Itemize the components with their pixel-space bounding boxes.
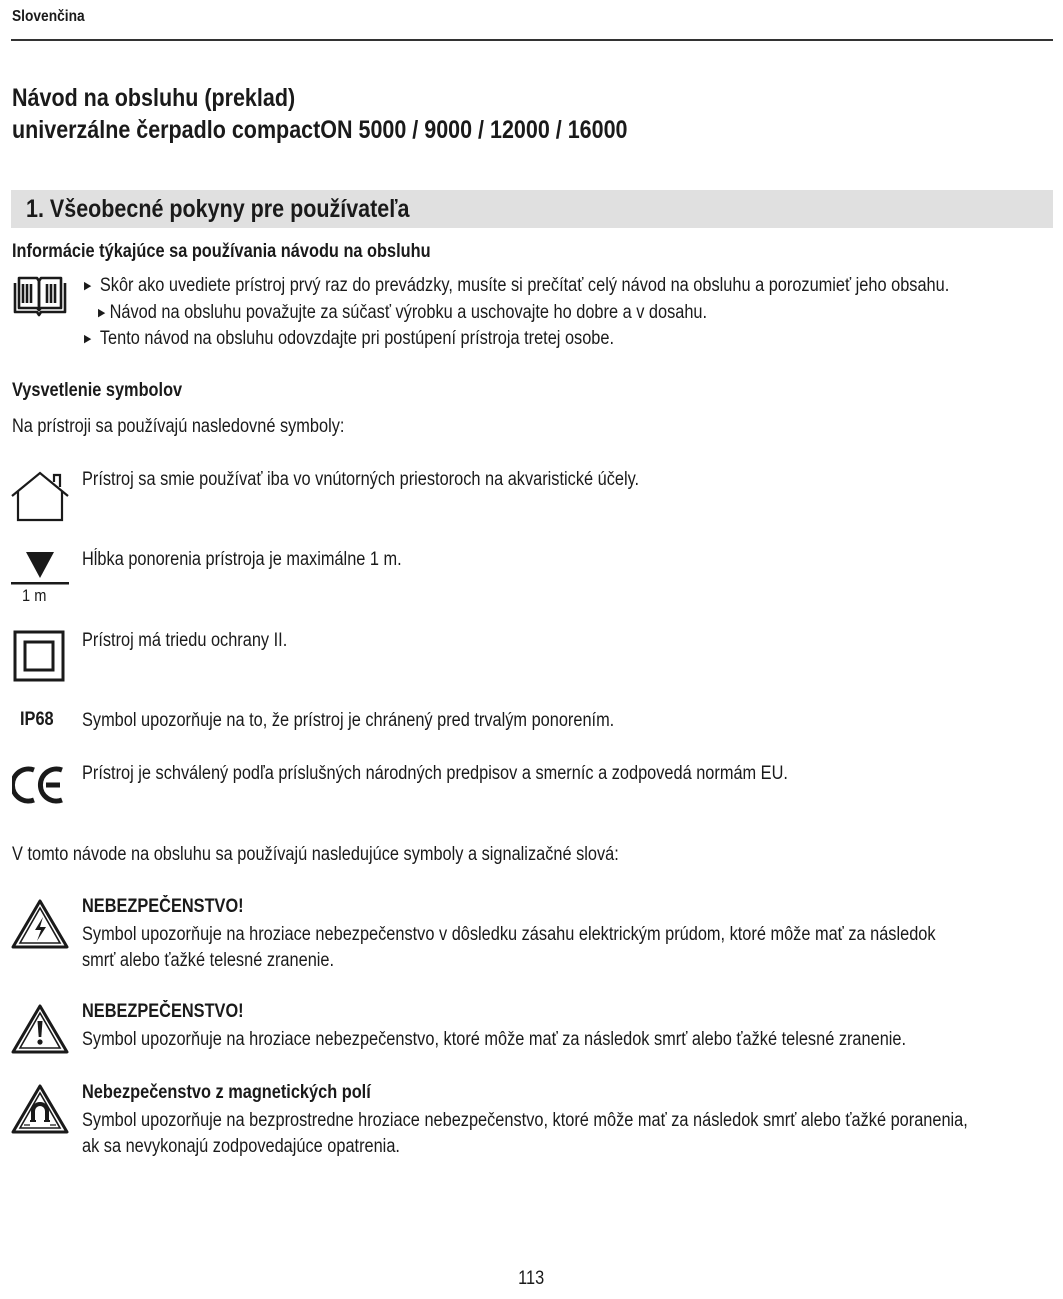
hazard-description: Symbol upozorňuje na hroziace nebezpečenstvo v dôsledku zásahu elektrickým prúdom, ktoré môže mať za následok	[82, 924, 936, 945]
signal-words-intro: V tomto návode na obsluhu sa používajú nasledujúce symboly a signalizačné slová:	[12, 844, 619, 865]
house-icon	[10, 470, 70, 524]
hazard-description: Symbol upozorňuje na hroziace nebezpečenstvo, ktoré môže mať za následok smrť alebo ťažké telesné zranenie.	[82, 1029, 907, 1050]
document-title: Návod na obsluhu (preklad)	[12, 84, 296, 112]
page-number: 113	[518, 1268, 545, 1289]
symbols-intro: Na prístroji sa používajú nasledovné symboly:	[12, 416, 345, 437]
hazard-description: smrť alebo ťažké telesné zranenie.	[82, 950, 335, 971]
symbol-description: Prístroj sa smie používať iba vo vnútorných priestoroch na akvaristické účely.	[82, 469, 640, 490]
depth-label: 1 m	[22, 586, 47, 605]
symbol-description: Hĺbka ponorenia prístroja je maximálne 1 m.	[82, 549, 402, 570]
magnetic-hazard-icon	[10, 1083, 70, 1135]
manual-info-heading: Informácie týkajúce sa používania návodu na obsluhu	[12, 241, 431, 262]
symbol-description: Prístroj má triedu ochrany II.	[82, 630, 288, 651]
list-item: ▶ Skôr ako uvediete prístroj prvý raz do prevádzky, musíte si prečítať celý návod na obsluhu a porozumieť jeho obsahu.	[84, 275, 950, 296]
hazard-title: NEBEZPEČENSTVO!	[82, 1001, 244, 1022]
bullet-icon: ▶	[84, 333, 92, 345]
section-heading: 1. Všeobecné pokyny pre používateľa	[26, 195, 410, 223]
list-item: ▶ Tento návod na obsluhu odovzdajte pri postúpení prístroja tretej osobe.	[84, 328, 615, 349]
hazard-description: Symbol upozorňuje na bezprostredne hroziace nebezpečenstvo, ktoré môže mať za následok smrť alebo ťažké poranenia,	[82, 1110, 968, 1131]
general-hazard-icon	[10, 1003, 70, 1055]
list-item: ▶ Návod na obsluhu považujte za súčasť výrobku a uschovajte ho dobre a v dosahu.	[98, 302, 708, 323]
book-icon	[10, 274, 70, 320]
protection-class-2-icon	[13, 630, 65, 682]
bullet-icon: ▶	[84, 280, 92, 292]
electric-hazard-icon	[10, 898, 70, 950]
ce-mark-icon	[12, 764, 68, 806]
symbol-description: Symbol upozorňuje na to, že prístroj je chránený pred trvalým ponorením.	[82, 710, 615, 731]
language-label: Slovenčina	[12, 8, 85, 25]
ip68-label: IP68	[20, 709, 54, 730]
symbol-description: Prístroj je schválený podľa príslušných národných predpisov a smerníc a zodpovedá normám EU.	[82, 763, 788, 784]
hazard-title: Nebezpečenstvo z magnetických polí	[82, 1082, 371, 1103]
bullet-icon: ▶	[98, 307, 106, 319]
hazard-description: ak sa nevykonajú zodpovedajúce opatrenia.	[82, 1136, 400, 1157]
symbols-heading: Vysvetlenie symbolov	[12, 380, 183, 401]
header-divider	[11, 39, 1053, 41]
document-subtitle: univerzálne čerpadlo compactON 5000 / 9000 / 12000 / 16000	[12, 116, 628, 144]
hazard-title: NEBEZPEČENSTVO!	[82, 896, 244, 917]
